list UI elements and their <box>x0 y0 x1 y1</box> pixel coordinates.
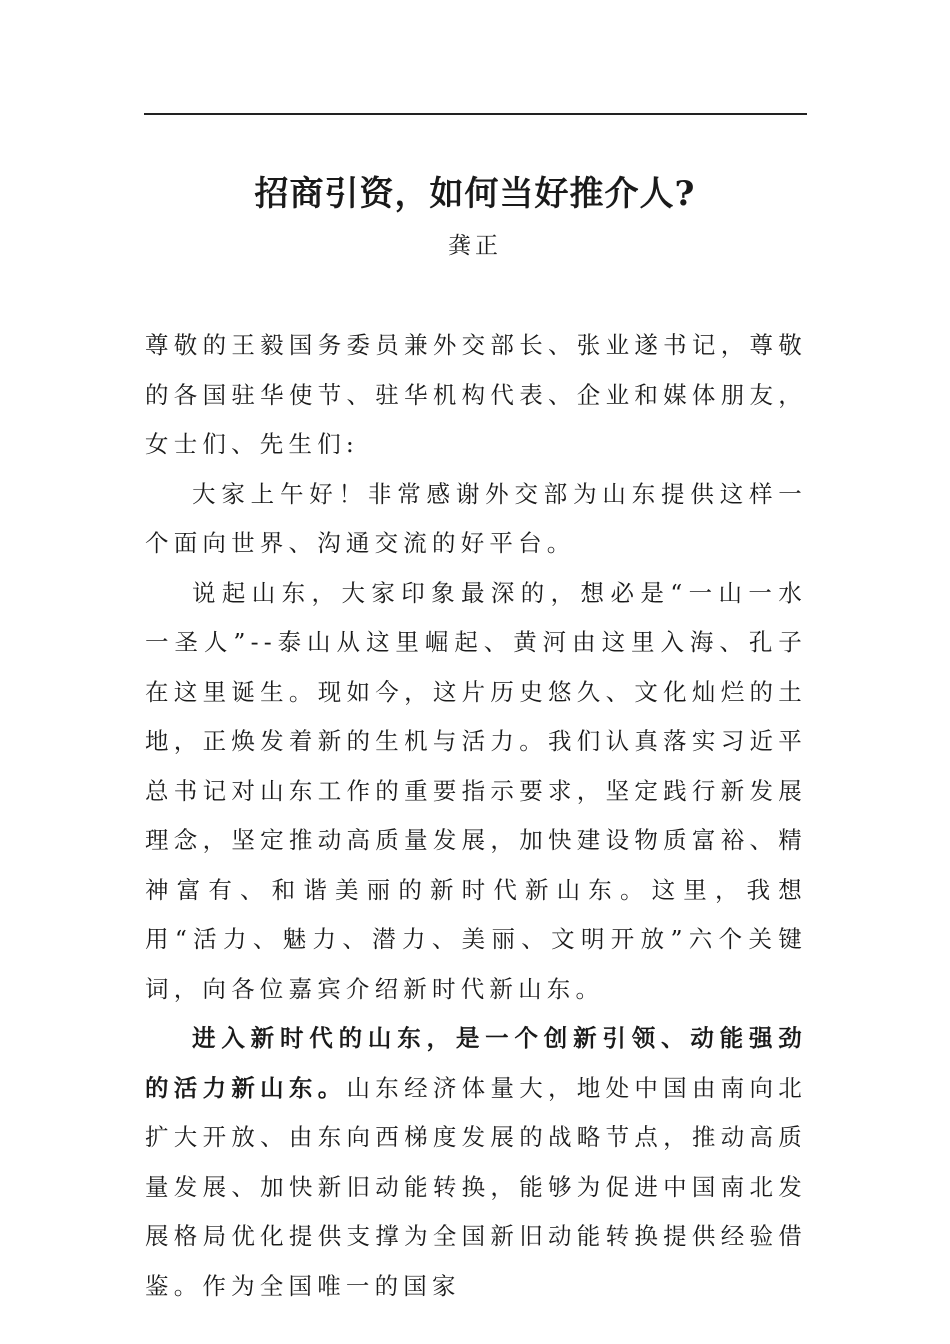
paragraph <box>145 569 807 1015</box>
header-rule <box>144 113 807 115</box>
document-title: 招商引资，如何当好推介人? <box>254 174 696 214</box>
paragraph-text: 说起山东，大家印象最深的，想必是“一山一水一圣人”--泰山从这里崛起、黄河由这里入海、孔子在这里诞生。现如今，这片历史悠久、文化灿烂的土地，正焕发着新的生机与活力。我们认真落实习近平总书记对山东工作的重要指示要求，坚定践行新发展理念，坚定推动高质量发展，加快建设物质富裕、精神富有、和谐美丽的新时代新山东。这里，我想用“活力、魅力、潜力、美丽、文明开放”六个关键词，向各位嘉宾介绍新时代新山东。 <box>145 578 807 1003</box>
paragraph <box>145 470 807 569</box>
document-body <box>145 321 807 1311</box>
paragraph-text: 大家上午好！非常感谢外交部为山东提供这样一个面向世界、沟通交流的好平台。 <box>145 479 807 557</box>
paragraph <box>145 1014 807 1311</box>
document-author: 龚正 <box>448 233 502 259</box>
salutation-paragraph: 尊敬的王毅国务委员兼外交部长、张业遂书记，尊敬的各国驻华使节、驻华机构代表、企业和媒体朋友，女士们、先生们: <box>145 331 807 458</box>
paragraph-lead-sentence: 进入新时代的山东，是一个创新引领、动能强劲的活力新山东。 <box>145 1024 807 1102</box>
paragraph-text: 山东经济体量大，地处中国由南向北扩大开放、由东向西梯度发展的战略节点，推动高质量发展、加快新旧动能转换，能够为促进中国南北发展格局优化提供支撑为全国新旧动能转换提供经验借鉴。作为全国唯一的国家 <box>145 1073 808 1300</box>
